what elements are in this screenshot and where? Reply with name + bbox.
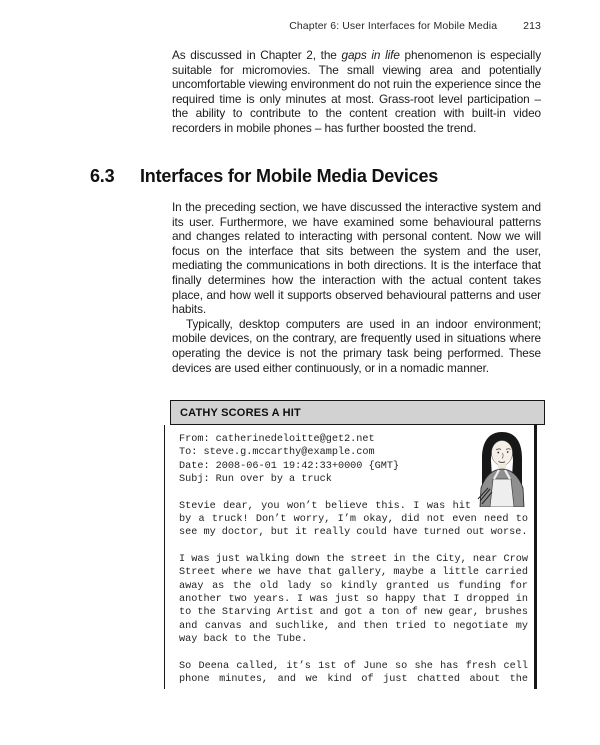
sidebar-title-bar	[170, 400, 545, 425]
cathy-illustration	[476, 431, 528, 507]
section-body	[172, 200, 541, 375]
section-heading	[90, 166, 550, 187]
email-message	[179, 433, 528, 687]
email-paragraph-1: Stevie dear, you won’t believe this. I was hit by a truck! Don’t worry, I’m okay, did not even need to see my doctor, but it really could have turned out worse.	[179, 500, 528, 539]
section-number: 6.3	[90, 166, 115, 186]
paragraph-typically-desktop: Typically, desktop computers are used in an indoor environment; mobile devices, on the contrary, are frequently used in situations where operating the device is not the primary task being performed. These devices are used either continuously, or in a nomadic manner.	[172, 316, 541, 375]
para1-post: phenomenon is especially suitable for micromovies. The small viewing area and potentially uncomfortable viewing environment do not ruin the experience since the required time is only minutes at most. Grass-root level participation – the ability to contribute to the content creation with built-in video recorders in mobile phones – has further boosted the trend.	[172, 48, 541, 135]
email-date: Date: 2008-06-01 19:42:33+0000 {GMT}	[179, 460, 400, 472]
email-from: From: catherinedeloitte@get2.net	[179, 434, 375, 445]
para1-pre: As discussed in Chapter 2, the	[172, 48, 342, 62]
page-number: 213	[523, 20, 541, 32]
email-subject: Subj: Run over by a truck	[179, 474, 332, 486]
para1-italic-phrase: gaps in life	[341, 48, 400, 62]
face	[492, 441, 513, 466]
running-head-chapter: Chapter 6: User Interfaces for Mobile Media	[289, 20, 498, 32]
email-paragraph-3: So Deena called, it’s 1st of June so she has fresh cell phone minutes, and we kind of just chatted about the	[179, 660, 528, 686]
email-to: To: steve.g.mccarthy@example.com	[179, 447, 375, 459]
paragraph-preceding-section: In the preceding section, we have discussed the interactive system and its user. Furthermore, we have examined some behavioural patterns and changes related to interacting with personal content. Now we will focus on the interface that sits between the system and the user, mediating the communications in both directions. It is the interface that finally determines how the interaction with the actual content takes place, and how well it supports observed behavioural patterns and user habits.	[172, 200, 541, 317]
sidebar-email-box	[164, 425, 537, 689]
paragraph-gaps-in-life	[172, 48, 541, 136]
section-title: Interfaces for Mobile Media Devices	[140, 166, 439, 186]
sidebar-title: CATHY SCORES A HIT	[180, 406, 301, 419]
email-paragraph-2: I was just walking down the street in the City, near Crow Street where we have that gallery, maybe a little carried away as the old lady so kindly granted us funding for another two years. I was just so happy that I dropped in to the Starving Artist and got a ton of new gear, brushes and canvas and suchlike, and then tried to negotiate my way back to the Tube.	[179, 553, 528, 646]
apron-bib	[490, 479, 514, 507]
running-head	[289, 20, 541, 32]
